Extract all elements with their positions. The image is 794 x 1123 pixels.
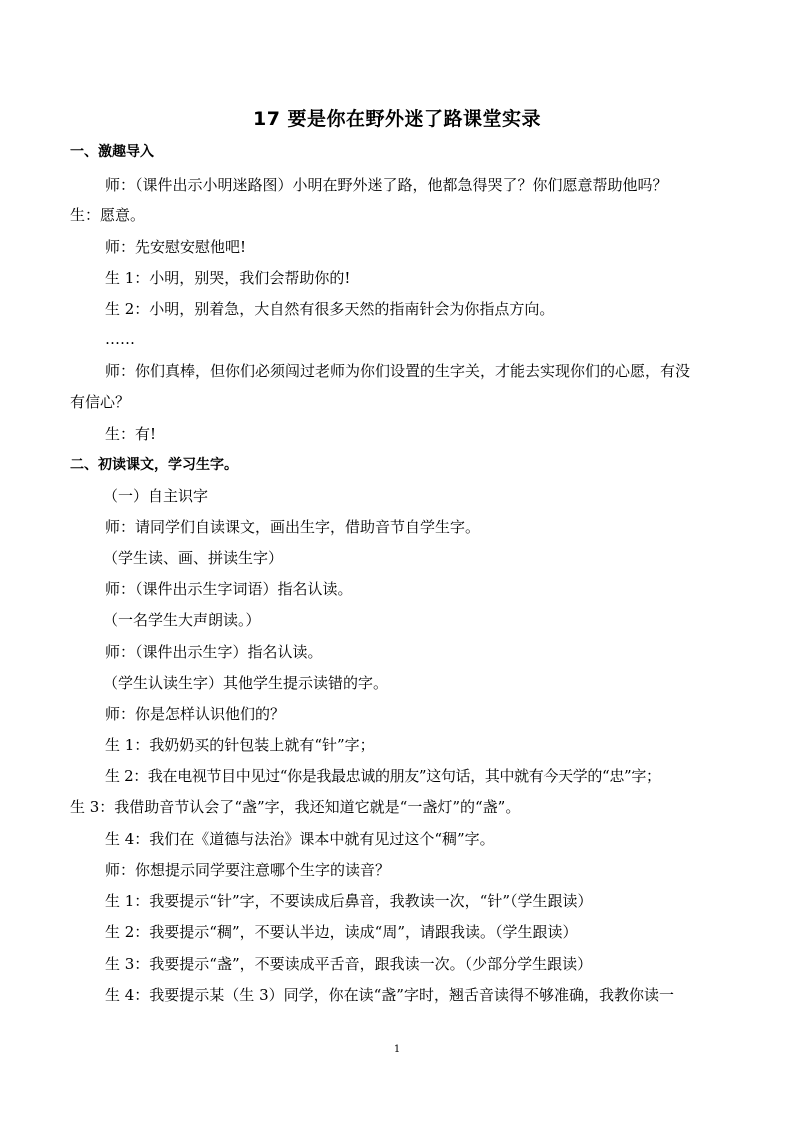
paragraph-line: 生：愿意。 [70,206,146,224]
section-heading-1: 一、激趣导入 [70,144,154,160]
paragraph-line: 师：你们真棒，但你们必须闯过老师为你们设置的生字关，才能去实现你们的心愿，有没 [105,362,691,380]
paragraph-line: 师：（课件出示生字）指名认读。 [105,643,323,661]
paragraph-line: （学生认读生字）其他学生提示读错的字。 [103,674,389,692]
paragraph-line: （一名学生大声朗读。） [103,611,261,629]
paragraph-line: 生 4：我们在《道德与法治》课本中就有见过这个“稠”字。 [105,830,495,848]
subheading: （一）自主识字 [103,487,209,505]
paragraph-line: 师：（课件出示生字词语）指名认读。 [105,580,353,598]
ellipsis-line: …… [105,330,135,348]
paragraph-line: 有信心？ [70,393,131,411]
paragraph-line: 师：你想提示同学要注意哪个生字的读音？ [105,861,391,879]
paragraph-line: 生 1：我奶奶买的针包装上就有“针”字； [105,736,375,754]
paragraph-line: 师：（课件出示小明迷路图）小明在野外迷了路，他都急得哭了？你们愿意帮助他吗？ [105,176,668,194]
paragraph-line: 生 2：我在电视节目中见过“你是我最忠诚的朋友”这句话，其中就有今天学的“忠”字； [105,767,661,785]
paragraph-line: 师：你是怎样认识他们的？ [105,705,286,723]
paragraph-line: （学生读、画、拼读生字） [103,549,284,567]
paragraph-line: 生 2：小明，别着急，大自然有很多天然的指南针会为你指点方向。 [105,300,555,318]
paragraph-line: 生 3：我借助音节认会了“盏”字，我还知道它就是“一盏灯”的“盏”。 [70,798,521,816]
paragraph-line: 生 2：我要提示“稠”，不要认半边，读成“周”，请跟我读。（学生跟读） [105,923,578,941]
page-number: 1 [393,1044,401,1055]
paragraph-line: 生 3：我要提示“盏”，不要读成平舌音，跟我读一次。（少部分学生跟读） [105,955,593,973]
paragraph-line: 师：请同学们自读课文，画出生字，借助音节自学生字。 [105,518,481,536]
section-heading-2: 二、初读课文，学习生字。 [70,457,238,473]
paragraph-line: 师：先安慰安慰他吧! [105,238,247,256]
paragraph-line: 生 1：小明，别哭，我们会帮助你的! [105,269,351,287]
paragraph-line: 生 1：我要提示“针”字，不要读成后鼻音，我教读一次，“针”（学生跟读） [105,892,593,910]
paragraph-line: 生：有! [105,425,157,443]
paragraph-line: 生 4：我要提示某（生 3）同学，你在读“盏”字时，翘舌音读得不够准确，我教你读一 [105,986,674,1004]
document-title: 17 要是你在野外迷了路课堂实录 [252,108,542,130]
